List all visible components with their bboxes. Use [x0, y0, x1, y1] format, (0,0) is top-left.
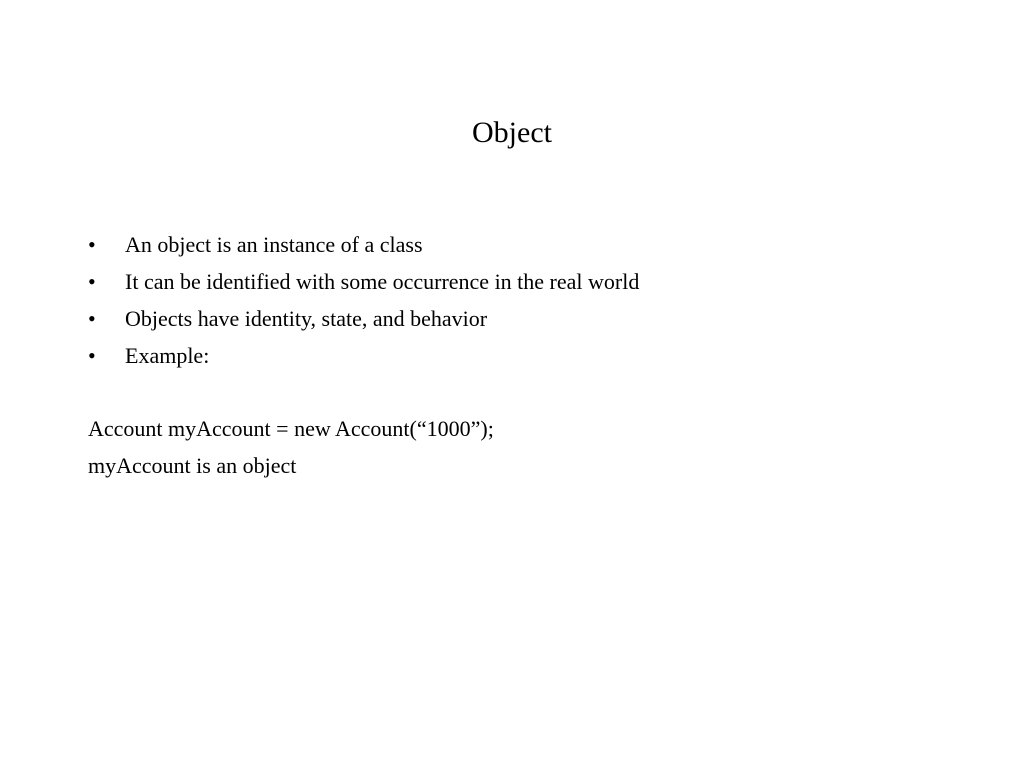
bullet-icon: •: [88, 232, 96, 257]
bullet-text: Example:: [125, 343, 210, 368]
bullet-text: An object is an instance of a class: [125, 232, 423, 257]
bullet-text: Objects have identity, state, and behavior: [125, 306, 488, 331]
example-explanation-line: myAccount is an object: [88, 453, 297, 478]
example-code-block: [88, 410, 494, 484]
slide-title: Object: [472, 116, 552, 149]
bullet-icon: •: [88, 343, 96, 368]
example-code-line: Account myAccount = new Account(“1000”);: [88, 416, 494, 441]
bullet-icon: •: [88, 306, 96, 331]
bullet-icon: •: [88, 269, 96, 294]
bullet-text: It can be identified with some occurrence in the real world: [125, 269, 640, 294]
